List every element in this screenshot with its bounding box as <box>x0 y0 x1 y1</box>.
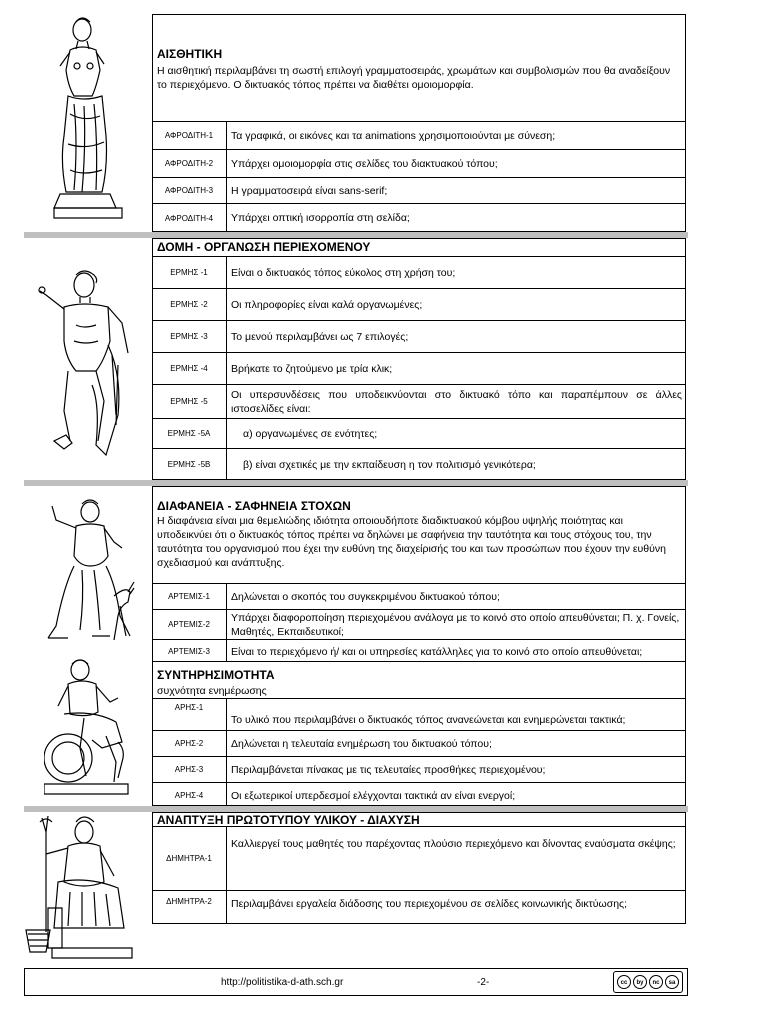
ares-statue-image <box>44 656 134 798</box>
criteria-text: Το μενού περιλαμβάνει ως 7 επιλογές; <box>231 330 409 343</box>
criteria-text: Οι πληροφορίες είναι καλά οργανωμένες; <box>231 298 423 311</box>
criteria-row <box>152 583 686 609</box>
demeter-statue-image <box>22 812 134 960</box>
criteria-code: ΑΡΗΣ-4 <box>152 783 227 808</box>
artemis-statue-image <box>36 496 136 648</box>
criteria-code: ΔΗΜΗΤΡΑ-2 <box>152 891 227 924</box>
criteria-code: ΑΡΗΣ-2 <box>152 731 227 756</box>
criteria-row <box>152 890 686 924</box>
section-title: ΑΙΣΘΗΤΙΚΗ <box>157 47 223 61</box>
criteria-text: Οι υπερσυνδέσεις που υποδεικνύονται στο δικτυακό τόπο και παραπέμπουν σε άλλες ιστοσελίδες είναι: <box>231 388 682 415</box>
criteria-text: Υπάρχει ομοιομορφία στις σελίδες του διακτυακού τόπου; <box>231 157 498 170</box>
criteria-row <box>152 352 686 384</box>
criteria-text: β) είναι σχετικές με την εκπαίδευση η τον πολιτισμό γενικότερα; <box>243 458 536 471</box>
page-number: -2- <box>477 977 490 988</box>
cc-icon: cc <box>617 975 631 989</box>
criteria-row <box>152 384 686 418</box>
structure-section <box>152 238 686 480</box>
by-icon: by <box>633 975 647 989</box>
criteria-row <box>152 149 686 177</box>
sa-icon: sa <box>665 975 679 989</box>
section-description: Η διαφάνεια είναι μια θεμελιώδης ιδιότητα οποιουδήποτε διαδικτυακού κόμβου υψηλής ποιότητας και υποδεικνύει ότι ο δικτυακός τόπος πρέπει να δηλώνει με σαφήνεια την ταυτότητα και τους στόχους του, την ταυτότητα του οργανισμού που έχει την ευθύνη της διαχείρισής του και των προσώπων που έχουν την ευθύνη σχεδιασμού και ανάπτυξης. <box>157 515 666 569</box>
criteria-text: Βρήκατε το ζητούμενο με τρία κλικ; <box>231 362 393 375</box>
section-description: Η αισθητική περιλαμβάνει τη σωστή επιλογή γραμματοσειράς, χρωμάτων και συμβολισμών που θα αναδείξουν το περιεχόμενο. Ο δικτυακός τόπος πρέπει να διαθέτει ομοιομορφία. <box>157 65 671 91</box>
criteria-text: Η γραμματοσειρά είναι sans-serif; <box>231 184 388 197</box>
criteria-code: ΕΡΜΗΣ -4 <box>152 353 227 384</box>
page-footer <box>24 968 688 996</box>
criteria-row <box>152 639 686 663</box>
aesthetics-section <box>152 14 686 232</box>
criteria-row <box>152 756 686 782</box>
criteria-code: ΕΡΜΗΣ -5Α <box>152 419 227 448</box>
criteria-row <box>152 288 686 320</box>
criteria-code: ΕΡΜΗΣ -5 <box>152 385 227 418</box>
criteria-row <box>152 418 686 448</box>
criteria-text: Είναι το περιεχόμενο ή/ και οι υπηρεσίες κατάλληλες για το κοινό στο οποίο απευθύνεται; <box>231 645 643 658</box>
criteria-row <box>152 203 686 232</box>
criteria-code: ΑΡΤΕΜΙΣ-1 <box>152 584 227 609</box>
cc-license-badge[interactable] <box>613 971 683 993</box>
maintainability-section <box>152 662 686 806</box>
criteria-row <box>152 448 686 480</box>
criteria-text: Τα γραφικά, οι εικόνες και τα animations χρησιμοποιούνται με σύνεση; <box>231 129 556 142</box>
criteria-row <box>152 782 686 808</box>
criteria-text: Υπάρχει διαφοροποίηση περιεχομένου ανάλογα με το κοινό στο οποίο απευθύνεται; Π. χ. Γονείς, Μαθητές, Εκπαιδευτικοί; <box>231 611 680 638</box>
criteria-code: ΕΡΜΗΣ -3 <box>152 321 227 352</box>
criteria-row <box>152 320 686 352</box>
criteria-text: Καλλιεργεί τους μαθητές του παρέχοντας πλούσιο περιεχόμενο και δίνοντας εναύσματα σκέψης; <box>231 838 676 850</box>
criteria-row <box>152 256 686 288</box>
criteria-code: ΑΡΤΕΜΙΣ-2 <box>152 610 227 639</box>
criteria-code: ΑΡΗΣ-1 <box>152 699 227 730</box>
criteria-text: Υπάρχει οπτική ισορροπία στη σελίδα; <box>231 212 410 224</box>
criteria-row <box>152 177 686 203</box>
section-title: ΔΟΜΗ - ΟΡΓΑΝΩΣΗ ΠΕΡΙΕΧΟΜΕΝΟΥ <box>157 240 371 254</box>
criteria-row <box>152 730 686 756</box>
criteria-text: Είναι ο δικτυακός τόπος εύκολος στη χρήση του; <box>231 266 456 279</box>
aphrodite-statue-image <box>40 14 130 232</box>
criteria-code: ΔΗΜΗΤΡΑ-1 <box>152 827 227 890</box>
criteria-code: ΑΡΤΕΜΙΣ-3 <box>152 640 227 663</box>
section-title: ΑΝΑΠΤΥΞΗ ΠΡΩΤΟΤΥΠΟΥ ΥΛΙΚΟΥ - ΔΙΑΧΥΣΗ <box>157 813 420 827</box>
criteria-code: ΕΡΜΗΣ -2 <box>152 289 227 320</box>
criteria-text: Περιλαμβάνει εργαλεία διάδοσης του περιεχομένου σε σελίδες κοινωνικής δικτύωσης; <box>231 898 628 910</box>
criteria-text: α) οργανωμένες σε ενότητες; <box>243 427 378 440</box>
criteria-code: ΑΦΡΟΔΙΤΗ-3 <box>152 178 227 203</box>
section-title: ΔΙΑΦΑΝΕΙΑ - ΣΑΦΗΝΕΙΑ ΣΤΟΧΩΝ <box>157 499 351 513</box>
criteria-row <box>152 698 686 730</box>
footer-url[interactable]: http://politistika-d-ath.sch.gr <box>221 977 344 988</box>
nc-icon: nc <box>649 975 663 989</box>
criteria-code: ΕΡΜΗΣ -5Β <box>152 449 227 480</box>
development-section <box>152 812 686 924</box>
criteria-row <box>152 609 686 639</box>
hermes-statue-image <box>38 265 138 465</box>
criteria-row <box>152 121 686 149</box>
criteria-text: Δηλώνεται η τελευταία ενημέρωση του δικτυακού τόπου; <box>231 737 492 750</box>
criteria-code: ΑΦΡΟΔΙΤΗ-4 <box>152 204 227 232</box>
criteria-text: Δηλώνεται ο σκοπός του συγκεκριμένου δικτυακού τόπου; <box>231 590 500 603</box>
criteria-code: ΑΡΗΣ-3 <box>152 757 227 782</box>
criteria-row <box>152 826 686 890</box>
section-description: συχνότητα ενημέρωσης <box>157 685 267 697</box>
criteria-text: Το υλικό που περιλαμβάνει ο δικτυακός τόπος ανανεώνεται και ενημερώνεται τακτικά; <box>231 714 626 726</box>
criteria-text: Περιλαμβάνεται πίνακας με τις τελευταίες προσθήκες περιεχομένου; <box>231 763 546 776</box>
criteria-code: ΕΡΜΗΣ -1 <box>152 257 227 288</box>
criteria-code: ΑΦΡΟΔΙΤΗ-2 <box>152 150 227 177</box>
section-title: ΣΥΝΤΗΡΗΣΙΜΟΤΗΤΑ <box>157 668 275 682</box>
criteria-code: ΑΦΡΟΔΙΤΗ-1 <box>152 122 227 149</box>
transparency-section <box>152 486 686 662</box>
criteria-text: Οι εξωτερικοί υπερδεσμοί ελέγχονται τακτικά αν είναι ενεργοί; <box>231 789 516 802</box>
